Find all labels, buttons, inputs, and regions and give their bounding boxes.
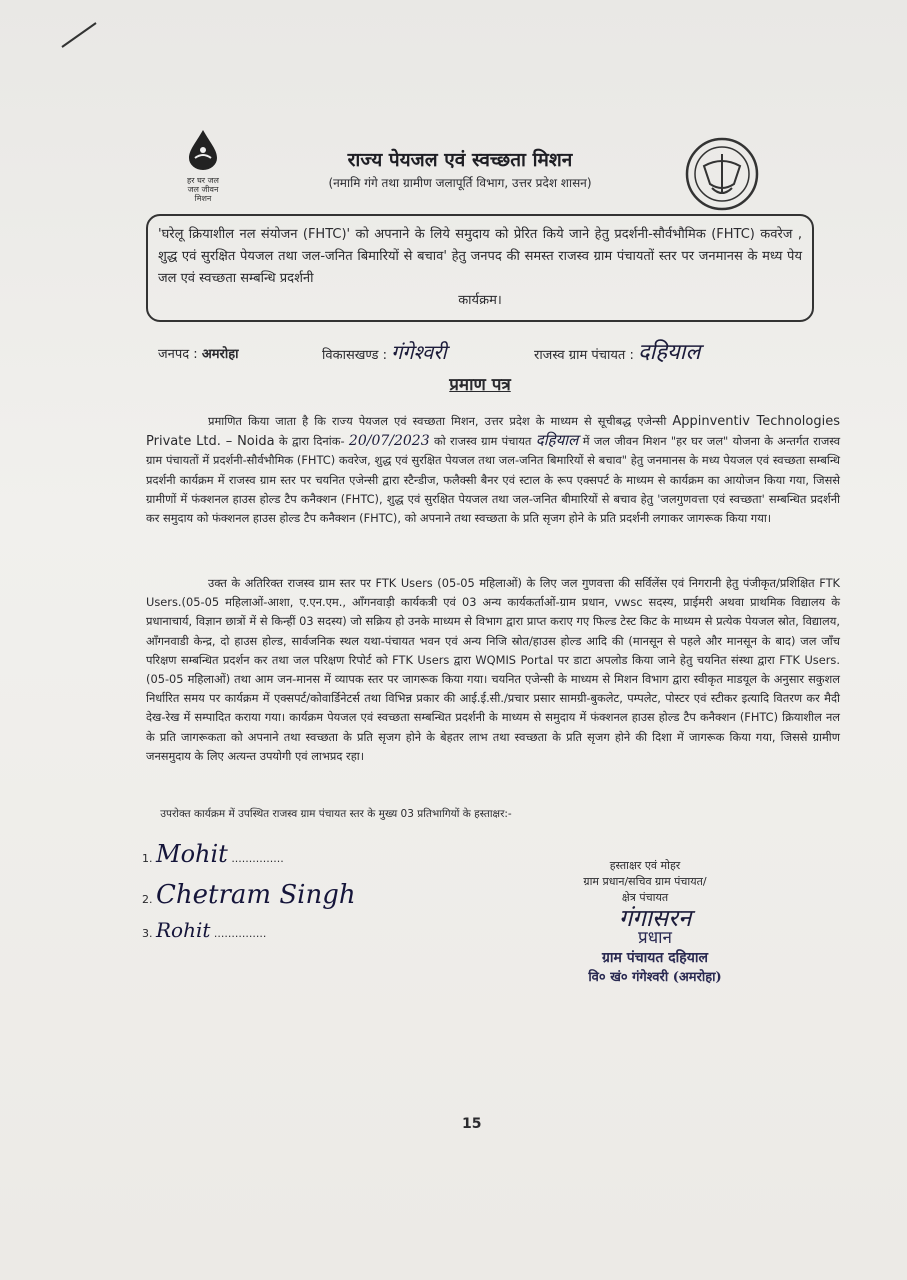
certificate-paragraph-1 [146,412,840,528]
stamp-line-1: प्रधान [638,928,672,948]
mission-subtitle: (नमामि गंगे तथा ग्रामीण जलापूर्ति विभाग, उत्तर प्रदेश शासन) [328,176,592,190]
panchayat-label: राजस्व ग्राम पंचायत : [534,348,634,363]
district-value: अमरोहा [201,347,239,362]
stamp-line-2: ग्राम पंचायत दहियाल [602,950,708,966]
para1-panchayat: दहियाल [535,431,579,450]
panchayat-value: दहियाल [637,340,701,365]
block-field [322,338,447,365]
signature-line-3: 3. Rohit ............... [142,918,267,942]
page-number: 15 [462,1116,482,1132]
block-value: गंगेश्वरी [391,340,447,364]
signature-number-3: 3. [142,927,153,940]
signature-line-1: 1. Mohit ............... [142,840,284,868]
program-description-box [146,214,814,322]
signature-line-2 [142,880,356,910]
block-label: विकासखण्ड : [322,348,388,363]
pen-stroke-mark [60,20,100,50]
authority-caption-1: हस्ताक्षर एवं मोहर [609,859,681,872]
signature-1: Mohit [156,840,228,868]
program-description: 'घरेलू क्रियाशील नल संयोजन (FHTC)' को अपनाने के लिये समुदाय को प्रेरित किये जाने हेतु प्रदर्शनी-सौर्वभौमिक (FHTC) कवरेज , शुद्ध एवं सुरक्षित पेयजल तथा जल-जनित बिमारियों से बचाव' हेतु जनपद की समस्त राजस्व ग्राम पंचायतों स्तर पर जनमानस के मध्य पेय जल एवं स्वच्छता सम्बन्धि प्रदर्शनी [158,227,802,286]
certificate-paragraph-2: उक्त के अतिरिक्त राजस्व ग्राम स्तर पर FTK Users (05-05 महिलाओं) के लिए जल गुणवत्ता की सर्विलेंस एवं निगरानी हेतु पंजीकृत/प्रशिक्षित FTK Users.(05-05 महिलाओं-आशा, ए.एन.एम., आँगनवाड़ी कार्यकत्री एवं 03 अन्य कार्यकर्ताओं-ग्राम प्रधान, vwsc सदस्य, प्राईमरी अथवा प्राथमिक विद्यालय के प्रधानाचार्य, विज्ञान छात्रों में से किन्हीं 03 सदस्य) जो सक्रिय हो उनके माध्यम से विभाग द्वारा प्राप्त कराए गए फिल्ड टेस्ट किट के माध्यम से प्रत्येक पेयजल स्रोत, विद्यालय, आँगनवाडी केन्द्र, दो हाउस होल्ड, सार्वजनिक स्थल यथा-पंचायत भवन एवं अन्य निजि स्रोत/हाउस होल्ड आदि की (मानसून से पहले और मानसून के बाद) जल जाँच परिक्षण सम्बन्धित प्रदर्शन कर तथा जल परिक्षण रिपोर्ट को FTK Users द्वारा WQMIS Portal पर डाटा अपलोड किया जाने हेतु चयनित संस्था द्वारा FTK Users.(05-05 महिलाओं) तथा आम जन-मानस में व्यापक स्तर पर जागरूक किया गया। चयनित एजेन्सी के माध्यम से मिशन विभाग द्वारा स्वीकृत माडयूल के अनुसार सकुशल निर्धारित समय पर कार्यक्रम में एक्सपर्ट/कोवार्डिनेटर्स तथा विभिन्न प्रकार की आई.ई.सी./प्रचार प्रसार सामग्री-बुकलेट, पम्पलेट, पोस्टर एवं स्टीकर इत्यादि वितरण कर मैदी देख-रेख में सम्पादित कराया गया। कार्यक्रम पेयजल एवं स्वच्छता सम्बन्धित प्रदर्शनी के माध्यम से समुदाय में फंक्शनल हाउस होल्ड टैप कनैक्शन (FHTC) क्रियाशील नल के प्रति जागरूकता को अपनाने तथा स्वच्छता के प्रति सृजग होने के बेहतर लाभ तथा स्वच्छता के प्रति सृजग होने की दिशा में जागरूक किया गया, जिससे ग्रामीण जनसमुदाय के लिए अत्यन्त उपयोगी एवं लाभप्रद रहा। [146,576,840,763]
para1-panchayat-label: को राजस्व ग्राम पंचायत [433,434,532,449]
har-ghar-jal-logo [178,128,228,203]
certificate-title: प्रमाण पत्र [449,375,511,395]
pradhan-signature: गंगासरन [618,904,692,932]
para1-date-label: के द्वारा दिनांक- [278,434,345,449]
para1-body: में जल जीवन मिशन "हर घर जल" योजना के अन्तर्गत राजस्व ग्राम पंचायतों में प्रदर्शनी-सौर्वभौमिक (FHTC) कवरेज, शुद्ध एवं सुरक्षित पेयजल तथा जल-जनित बिमारियों से बचाव" हेतु जनमानस के मध्य पेयजल एवं स्वच्छता सम्बन्धि प्रदर्शनी कार्यक्रम में राजस्व ग्राम स्तर पर चयनित एजेन्सी द्वारा स्टैन्डीज, फलैक्सी बैनर एवं स्टाल के रूप एक्सपर्ट के माध्यम से कार्यक्रम का आयोजन किया गया, जिससे ग्रामीणों में फंक्शनल हाउस होल्ड टैप कनैक्शन (FHTC), शुद्ध एवं सुरक्षित पेयजल तथा जल-जनित बीमारियों से बचाव हेतु 'जलगुणवत्ता एवं स्वच्छता' सम्बन्धित प्रदर्शनी कर समुदाय को फंक्शनल हाउस होल्ड टैप कनैक्शन (FHTC), को अपनाने तथा स्वच्छता के प्रति सृजग होने के प्रति प्रदर्शनी लगाकर जागरूक किया गया। [146,434,841,526]
program-description-end: कार्यक्रम। [458,293,502,308]
authority-caption [560,858,730,906]
district-label: जनपद : [158,347,198,362]
para1-intro: प्रमाणित किया जाता है कि राज्य पेयजल एवं स्वच्छता मिशन, उत्तर प्रदेश के माध्यम से सूचीबद्ध एजेन्सी [208,414,667,428]
signature-2: Chetram Singh [156,880,356,910]
up-state-emblem-icon [684,136,760,212]
event-date: 20/07/2023 [348,433,430,450]
signature-3: Rohit [156,918,211,942]
signature-number-1: 1. [142,852,153,865]
agency-name: Appinventiv Technologies Private Ltd. – Noida [146,414,840,450]
signatures-intro: उपरोक्त कार्यक्रम में उपस्थित राजस्व ग्राम पंचायत स्तर के मुख्य 03 प्रतिभागियों के हस्ताक्षर:- [160,808,512,820]
logo-caption-2: जल जीवन मिशन [187,185,219,203]
water-drop-icon [183,128,223,172]
logo-caption-1: हर घर जल [187,176,219,185]
signature-number-2: 2. [142,893,153,906]
authority-caption-2: ग्राम प्रधान/सचिव ग्राम पंचायत/ [583,875,707,888]
panchayat-field [534,336,700,366]
stamp-line-3: वि० खं० गंगेश्वरी (अमरोहा) [588,970,722,985]
district-field [158,344,238,362]
mission-title: राज्य पेयजल एवं स्वच्छता मिशन [347,149,573,171]
authority-caption-3: क्षेत्र पंचायत [621,891,669,904]
pradhan-stamp [565,904,745,988]
